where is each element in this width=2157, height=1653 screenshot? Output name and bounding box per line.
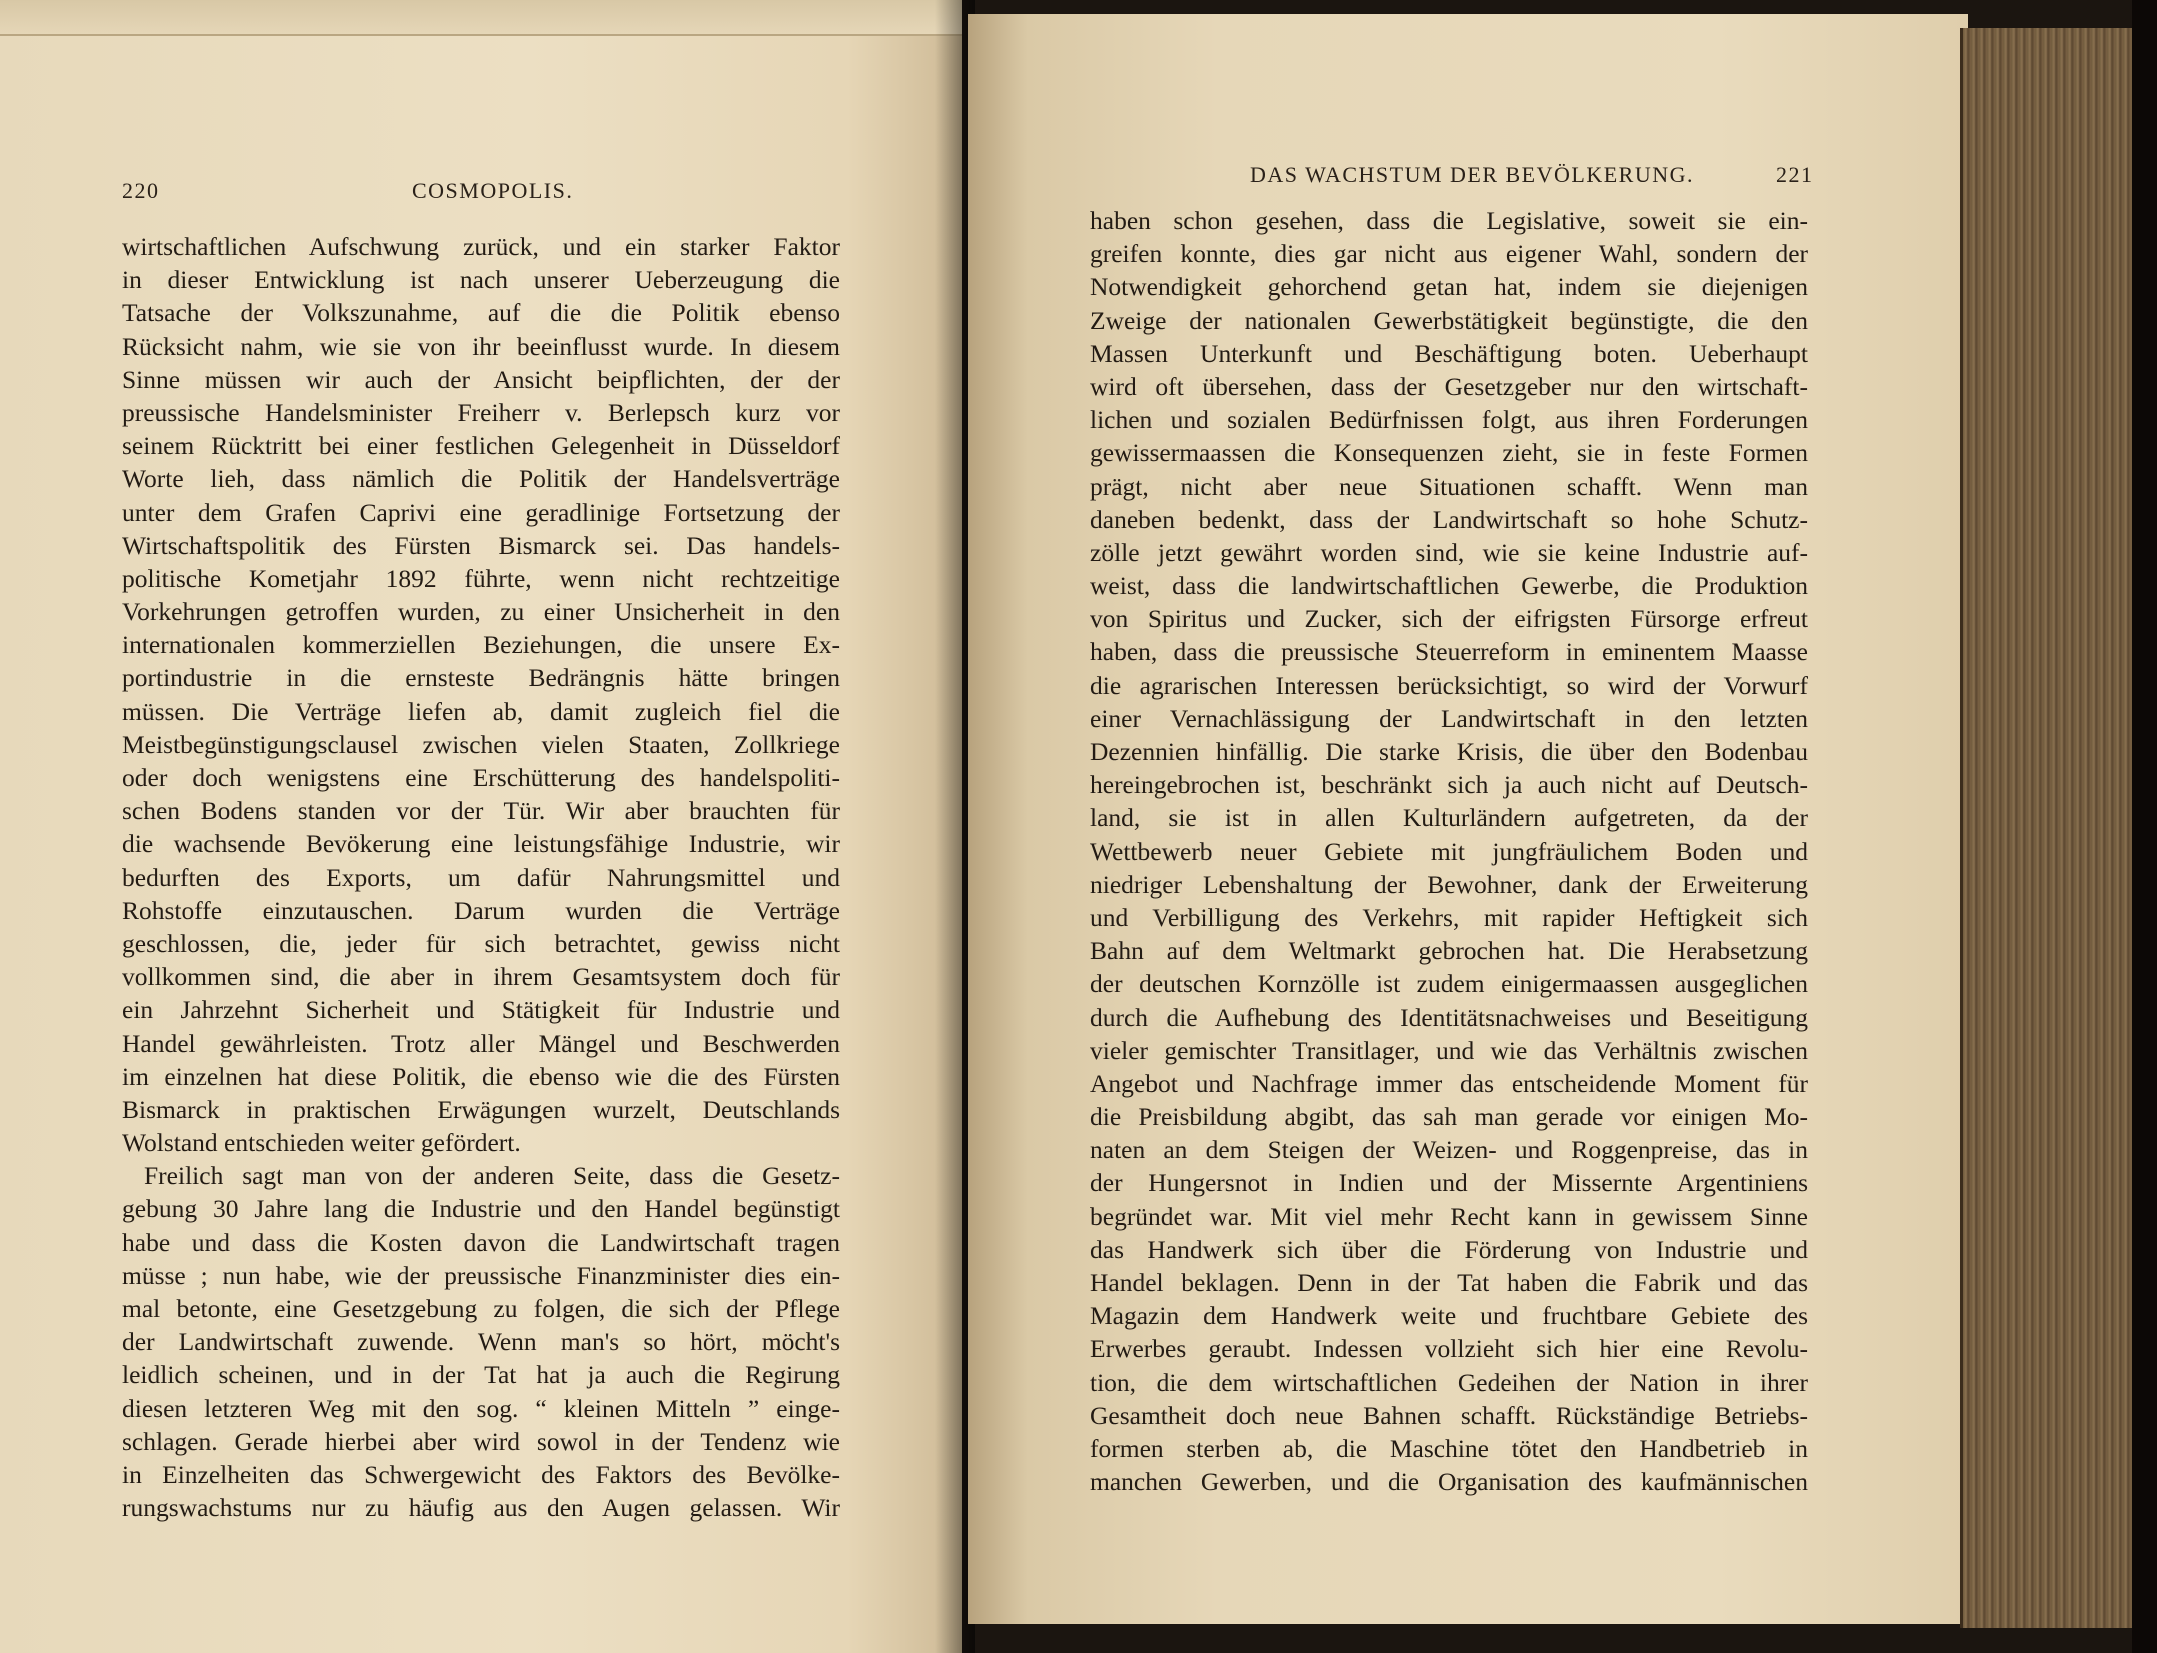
text-line: internationalen kommerziellen Beziehungen, die unsere Ex- [122, 630, 840, 660]
text-line: Bismarck in praktischen Erwägungen wurzelt, Deutschlands [122, 1094, 840, 1124]
text-line: wird oft übersehen, dass der Gesetzgeber nur den wirtschaft- [1090, 371, 1808, 401]
text-line: der Landwirtschaft zuwende. Wenn man's so hört, möcht's [122, 1327, 840, 1357]
text-line: prägt, nicht aber neue Situationen schafft. Wenn man [1090, 471, 1808, 501]
text-line: Bahn auf dem Weltmarkt gebrochen hat. Die Herabsetzung [1090, 936, 1808, 966]
text-line: die Preisbildung abgibt, das sah man gerade vor einigen Mo- [1090, 1102, 1808, 1132]
right-page-body [1090, 204, 1808, 1498]
text-line: Gesamtheit doch neue Bahnen schafft. Rückständige Betriebs- [1090, 1400, 1808, 1430]
text-line: hereingebrochen ist, beschränkt sich ja auch nicht auf Deutsch- [1090, 770, 1808, 800]
page-block-edge [1960, 28, 2135, 1628]
text-line: Angebot und Nachfrage immer das entscheidende Moment für [1090, 1068, 1808, 1098]
text-line: mal betonte, eine Gesetzgebung zu folgen, die sich der Pflege [122, 1294, 840, 1323]
text-line: wirtschaftlichen Aufschwung zurück, und ein starker Faktor [122, 232, 840, 261]
text-line: bedurften des Exports, um dafür Nahrungsmittel und [122, 862, 840, 892]
text-line: land, sie ist in allen Kulturländern aufgetreten, da der [1090, 803, 1808, 833]
text-line: Wirtschaftspolitik des Fürsten Bismarck sei. Das handels- [122, 530, 840, 560]
text-line: müsse ; nun habe, wie der preussische Finanzminister dies ein- [122, 1260, 840, 1290]
text-line: preussische Handelsminister Freiherr v. Berlepsch kurz vor [122, 397, 840, 427]
text-line: einer Vernachlässigung der Landwirtschaft in den letzten [1090, 703, 1808, 733]
running-title-right: DAS WACHSTUM DER BEVÖLKERUNG. [1250, 162, 1695, 187]
text-line: gebung 30 Jahre lang die Industrie und den Handel begünstigt [122, 1194, 840, 1224]
text-line: begründet war. Mit viel mehr Recht kann in gewissem Sinne [1090, 1201, 1808, 1231]
text-line: Magazin dem Handwerk weite und fruchtbare Gebiete des [1090, 1301, 1808, 1331]
book-binding [2132, 0, 2157, 1653]
text-line: ein Jahrzehnt Sicherheit und Stätigkeit für Industrie und [122, 995, 840, 1025]
text-line: in Einzelheiten das Schwergewicht des Faktors des Bevölke- [122, 1459, 840, 1489]
text-line: gewissermaassen die Konsequenzen zieht, sie in feste Formen [1090, 438, 1808, 468]
text-line: schlagen. Gerade hierbei aber wird sowol in der Tendenz wie [122, 1426, 840, 1456]
text-line: Handel beklagen. Denn in der Tat haben die Fabrik und das [1090, 1268, 1808, 1297]
left-page-body [122, 230, 840, 1524]
text-line: leidlich scheinen, und in der Tat hat ja auch die Regirung [122, 1360, 840, 1390]
text-line: Massen Unterkunft und Beschäftigung boten. Ueberhaupt [1090, 338, 1808, 368]
text-line: portindustrie in die ernsteste Bedrängnis hätte bringen [122, 663, 840, 693]
text-line: oder doch wenigstens eine Erschütterung des handelspoliti- [122, 763, 840, 792]
text-line: von Spiritus und Zucker, sich der eifrigsten Fürsorge erfreut [1090, 604, 1808, 634]
text-line: Handel gewährleisten. Trotz aller Mängel und Beschwerden [122, 1028, 840, 1058]
text-line: Meistbegünstigungsclausel zwischen vielen Staaten, Zollkriege [122, 729, 840, 759]
text-line: politische Kometjahr 1892 führte, wenn nicht rechtzeitige [122, 563, 840, 593]
text-line: im einzelnen hat diese Politik, die ebenso wie die des Fürsten [122, 1061, 840, 1091]
text-line: manchen Gewerben, und die Organisation des kaufmännischen [1090, 1467, 1808, 1497]
text-line: und Verbilligung des Verkehrs, mit rapider Heftigkeit sich [1090, 902, 1808, 932]
text-line: weist, dass die landwirtschaftlichen Gewerbe, die Produktion [1090, 571, 1808, 601]
text-line: greifen konnte, dies gar nicht aus eigener Wahl, sondern der [1090, 239, 1808, 269]
text-line: seinem Rücktritt bei einer festlichen Gelegenheit in Düsseldorf [122, 431, 840, 461]
text-line: Dezennien hinfällig. Die starke Krisis, die über den Bodenbau [1090, 737, 1808, 766]
text-line: Notwendigkeit gehorchend getan hat, indem sie diejenigen [1090, 272, 1808, 302]
text-line: Zweige der nationalen Gewerbstätigkeit begünstigte, die den [1090, 305, 1808, 335]
text-line: niedriger Lebenshaltung der Bewohner, dank der Erweiterung [1090, 869, 1808, 899]
running-title-left: COSMOPOLIS. [412, 178, 574, 203]
text-line: Sinne müssen wir auch der Ansicht beipflichten, der der [122, 364, 840, 394]
text-line: diesen letzteren Weg mit den sog. “ kleinen Mitteln ” einge- [122, 1393, 840, 1423]
text-line: daneben bedenkt, dass der Landwirtschaft so hohe Schutz- [1090, 504, 1808, 534]
text-line: Worte lieh, dass nämlich die Politik der Handelsverträge [122, 464, 840, 494]
text-line: die wachsende Bevökerung eine leistungsfähige Industrie, wir [122, 829, 840, 859]
text-line: naten an dem Steigen der Weizen- und Roggenpreise, das in [1090, 1135, 1808, 1165]
text-line: habe und dass die Kosten davon die Landwirtschaft tragen [122, 1227, 840, 1257]
text-line: müssen. Die Verträge liefen ab, damit zugleich fiel die [122, 696, 840, 726]
text-line: Erwerbes geraubt. Indessen vollzieht sich hier eine Revolu- [1090, 1334, 1808, 1364]
text-line: lichen und sozialen Bedürfnissen folgt, aus ihren Forderungen [1090, 405, 1808, 435]
text-line: Tatsache der Volkszunahme, auf die die Politik ebenso [122, 298, 840, 328]
text-line: die agrarischen Interessen berücksichtigt, so wird der Vorwurf [1090, 670, 1808, 700]
left-page [0, 0, 962, 1653]
text-line: zölle jetzt gewährt worden sind, wie sie keine Industrie auf- [1090, 537, 1808, 567]
text-line: Wolstand entschieden weiter gefördert. [122, 1128, 521, 1158]
text-line: haben, dass die preussische Steuerreform in eminentem Maasse [1090, 637, 1808, 667]
text-line: das Handwerk sich über die Förderung von Industrie und [1090, 1234, 1808, 1264]
text-line: der Hungersnot in Indien und der Missernte Argentiniens [1090, 1168, 1808, 1198]
text-line: unter dem Grafen Caprivi eine geradlinige Fortsetzung der [122, 497, 840, 527]
text-line: formen sterben ab, die Maschine tötet den Handbetrieb in [1090, 1433, 1808, 1463]
text-line: haben schon gesehen, dass die Legislative, soweit sie ein- [1090, 206, 1808, 235]
text-line: schen Bodens standen vor der Tür. Wir aber brauchten für [122, 796, 840, 826]
top-page-edge [0, 0, 962, 36]
text-line: Vorkehrungen getroffen wurden, zu einer Unsicherheit in den [122, 597, 840, 627]
text-line: Wettbewerb neuer Gebiete mit jungfräulichem Boden und [1090, 836, 1808, 866]
text-line: Rohstoffe einzutauschen. Darum wurden die Verträge [122, 895, 840, 925]
text-line: rungswachstums nur zu häufig aus den Augen gelassen. Wir [122, 1493, 840, 1523]
text-line: geschlossen, die, jeder für sich betrachtet, gewiss nicht [122, 928, 840, 958]
text-line: Rücksicht nahm, wie sie von ihr beeinflusst wurde. In diesem [122, 331, 840, 361]
text-line: vieler gemischter Transitlager, und wie das Verhältnis zwischen [1090, 1035, 1808, 1065]
text-line: tion, die dem wirtschaftlichen Gedeihen der Nation in ihrer [1090, 1367, 1808, 1397]
page-number-right: 221 [1776, 162, 1814, 187]
text-line: in dieser Entwicklung ist nach unserer Ueberzeugung die [122, 265, 840, 295]
text-line: vollkommen sind, die aber in ihrem Gesamtsystem doch für [122, 962, 840, 992]
text-line: der deutschen Kornzölle ist zudem einigermaassen ausgeglichen [1090, 969, 1808, 999]
text-line: durch die Aufhebung des Identitätsnachweises und Beseitigung [1090, 1002, 1808, 1032]
page-number-left: 220 [122, 178, 160, 203]
text-line: Freilich sagt man von der anderen Seite, dass die Gesetz- [144, 1161, 840, 1191]
